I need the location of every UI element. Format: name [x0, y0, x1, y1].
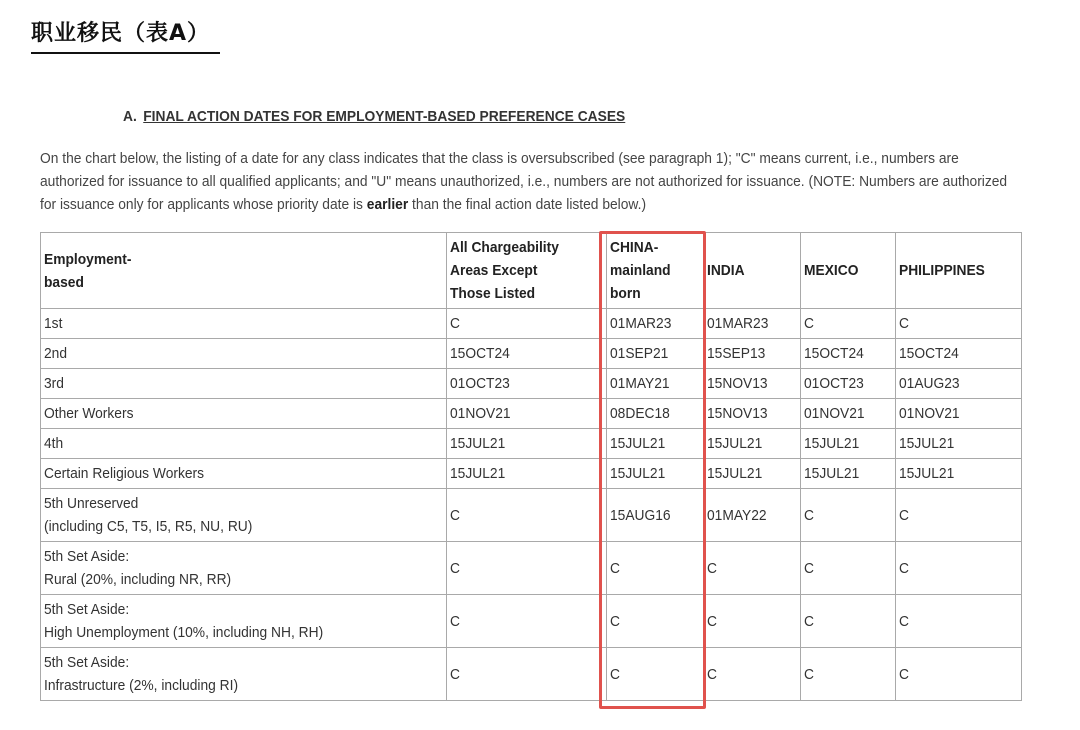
- cell-all-chargeability: C: [447, 489, 607, 542]
- row-category-text: 1st: [44, 315, 63, 332]
- cell-philippines: C: [896, 542, 1022, 595]
- cell-china: 08DEC18: [607, 399, 704, 429]
- cell-all-chargeability: 15JUL21: [447, 459, 607, 489]
- cell-philippines: C: [896, 489, 1022, 542]
- header-india: INDIA: [704, 233, 801, 309]
- row-category-cell: [41, 648, 447, 701]
- row-category-cell: [41, 309, 447, 339]
- cell-mexico: 01OCT23: [801, 369, 896, 399]
- cell-philippines: C: [896, 309, 1022, 339]
- cell-india: 15NOV13: [704, 369, 801, 399]
- section-letter: A.: [123, 108, 137, 125]
- cell-mexico: C: [801, 309, 896, 339]
- table-row: [41, 459, 1022, 489]
- cell-mexico: 15JUL21: [801, 459, 896, 489]
- row-category-text: 5th Set Aside:: [44, 654, 130, 671]
- cell-all-chargeability: 01NOV21: [447, 399, 607, 429]
- table-row: [41, 542, 1022, 595]
- row-category-text: 5th Set Aside:: [44, 548, 130, 565]
- cell-philippines: C: [896, 595, 1022, 648]
- cell-philippines: 15JUL21: [896, 459, 1022, 489]
- cell-philippines: C: [896, 648, 1022, 701]
- section-heading: [123, 108, 625, 125]
- row-category-text: 5th Set Aside:: [44, 601, 130, 618]
- cell-india: 01MAY22: [704, 489, 801, 542]
- cell-india: 01MAR23: [704, 309, 801, 339]
- section-title-link[interactable]: FINAL ACTION DATES FOR EMPLOYMENT-BASED PREFERENCE CASES: [143, 108, 626, 125]
- table-row: [41, 399, 1022, 429]
- row-category-cell: [41, 459, 447, 489]
- row-category-cell: [41, 429, 447, 459]
- intro-text-part2: than the final action date listed below.): [412, 196, 647, 213]
- cell-philippines: 15OCT24: [896, 339, 1022, 369]
- row-category-text: Infrastructure (2%, including RI): [44, 677, 239, 694]
- intro-bold-earlier: earlier: [366, 196, 409, 213]
- row-category-cell: [41, 399, 447, 429]
- cell-india: 15JUL21: [704, 459, 801, 489]
- cell-india: C: [704, 648, 801, 701]
- cell-china: 01MAY21: [607, 369, 704, 399]
- cell-all-chargeability: 15JUL21: [447, 429, 607, 459]
- cell-china: 01SEP21: [607, 339, 704, 369]
- cell-all-chargeability: C: [447, 309, 607, 339]
- row-category-text: 5th Unreserved: [44, 495, 139, 512]
- table-row: [41, 489, 1022, 542]
- cell-china: C: [607, 595, 704, 648]
- cell-philippines: 15JUL21: [896, 429, 1022, 459]
- cell-china: 15AUG16: [607, 489, 704, 542]
- header-employment-based: Employment- based: [41, 233, 447, 309]
- cell-china: C: [607, 648, 704, 701]
- cell-all-chargeability: 01OCT23: [447, 369, 607, 399]
- row-category-cell: [41, 339, 447, 369]
- header-mexico: MEXICO: [801, 233, 896, 309]
- cell-india: 15SEP13: [704, 339, 801, 369]
- table-row: [41, 648, 1022, 701]
- cell-mexico: 15OCT24: [801, 339, 896, 369]
- header-china: CHINA- mainland born: [607, 233, 704, 309]
- page-title: 职业移民（表A）: [31, 20, 220, 54]
- row-category-text: Other Workers: [44, 405, 134, 422]
- row-category-text: Rural (20%, including NR, RR): [44, 571, 232, 588]
- intro-text-part1: On the chart below, the listing of a date for any class indicates that the class is oversubscribed (see paragraph 1); "C" means current, i.e., numbers are authorized for issuance to all qualified applicants; and "U" means unauthorized, i.e., numbers are not authorized for issuance. (NOTE: Numbers are authorized for issuance only for applicants whose priority date is: [40, 150, 1008, 213]
- row-category-cell: [41, 489, 447, 542]
- cell-mexico: C: [801, 595, 896, 648]
- header-all-chargeability: All Chargeability Areas Except Those Listed: [447, 233, 607, 309]
- row-category-cell: [41, 369, 447, 399]
- cell-china: 15JUL21: [607, 429, 704, 459]
- row-category-cell: [41, 595, 447, 648]
- table-header-row: [41, 233, 1022, 309]
- row-category-text: 4th: [44, 435, 64, 452]
- cell-mexico: 15JUL21: [801, 429, 896, 459]
- cell-china: C: [607, 542, 704, 595]
- row-category-text: 3rd: [44, 375, 64, 392]
- final-action-dates-table: [40, 232, 1022, 701]
- row-category-text: (including C5, T5, I5, R5, NU, RU): [44, 518, 253, 535]
- row-category-text: High Unemployment (10%, including NH, RH): [44, 624, 324, 641]
- row-category-cell: [41, 542, 447, 595]
- cell-mexico: C: [801, 489, 896, 542]
- cell-all-chargeability: C: [447, 648, 607, 701]
- cell-philippines: 01NOV21: [896, 399, 1022, 429]
- cell-china: 15JUL21: [607, 459, 704, 489]
- cell-india: C: [704, 542, 801, 595]
- header-philippines: PHILIPPINES: [896, 233, 1022, 309]
- cell-china: 01MAR23: [607, 309, 704, 339]
- table-row: [41, 309, 1022, 339]
- cell-mexico: C: [801, 648, 896, 701]
- cell-mexico: 01NOV21: [801, 399, 896, 429]
- row-category-text: 2nd: [44, 345, 68, 362]
- cell-all-chargeability: C: [447, 595, 607, 648]
- cell-all-chargeability: 15OCT24: [447, 339, 607, 369]
- cell-philippines: 01AUG23: [896, 369, 1022, 399]
- cell-all-chargeability: C: [447, 542, 607, 595]
- table-row: [41, 369, 1022, 399]
- cell-mexico: C: [801, 542, 896, 595]
- table-row: [41, 595, 1022, 648]
- cell-india: 15JUL21: [704, 429, 801, 459]
- table-row: [41, 339, 1022, 369]
- cell-india: C: [704, 595, 801, 648]
- cell-india: 15NOV13: [704, 399, 801, 429]
- table-row: [41, 429, 1022, 459]
- intro-paragraph: [40, 147, 1024, 216]
- row-category-text: Certain Religious Workers: [44, 465, 205, 482]
